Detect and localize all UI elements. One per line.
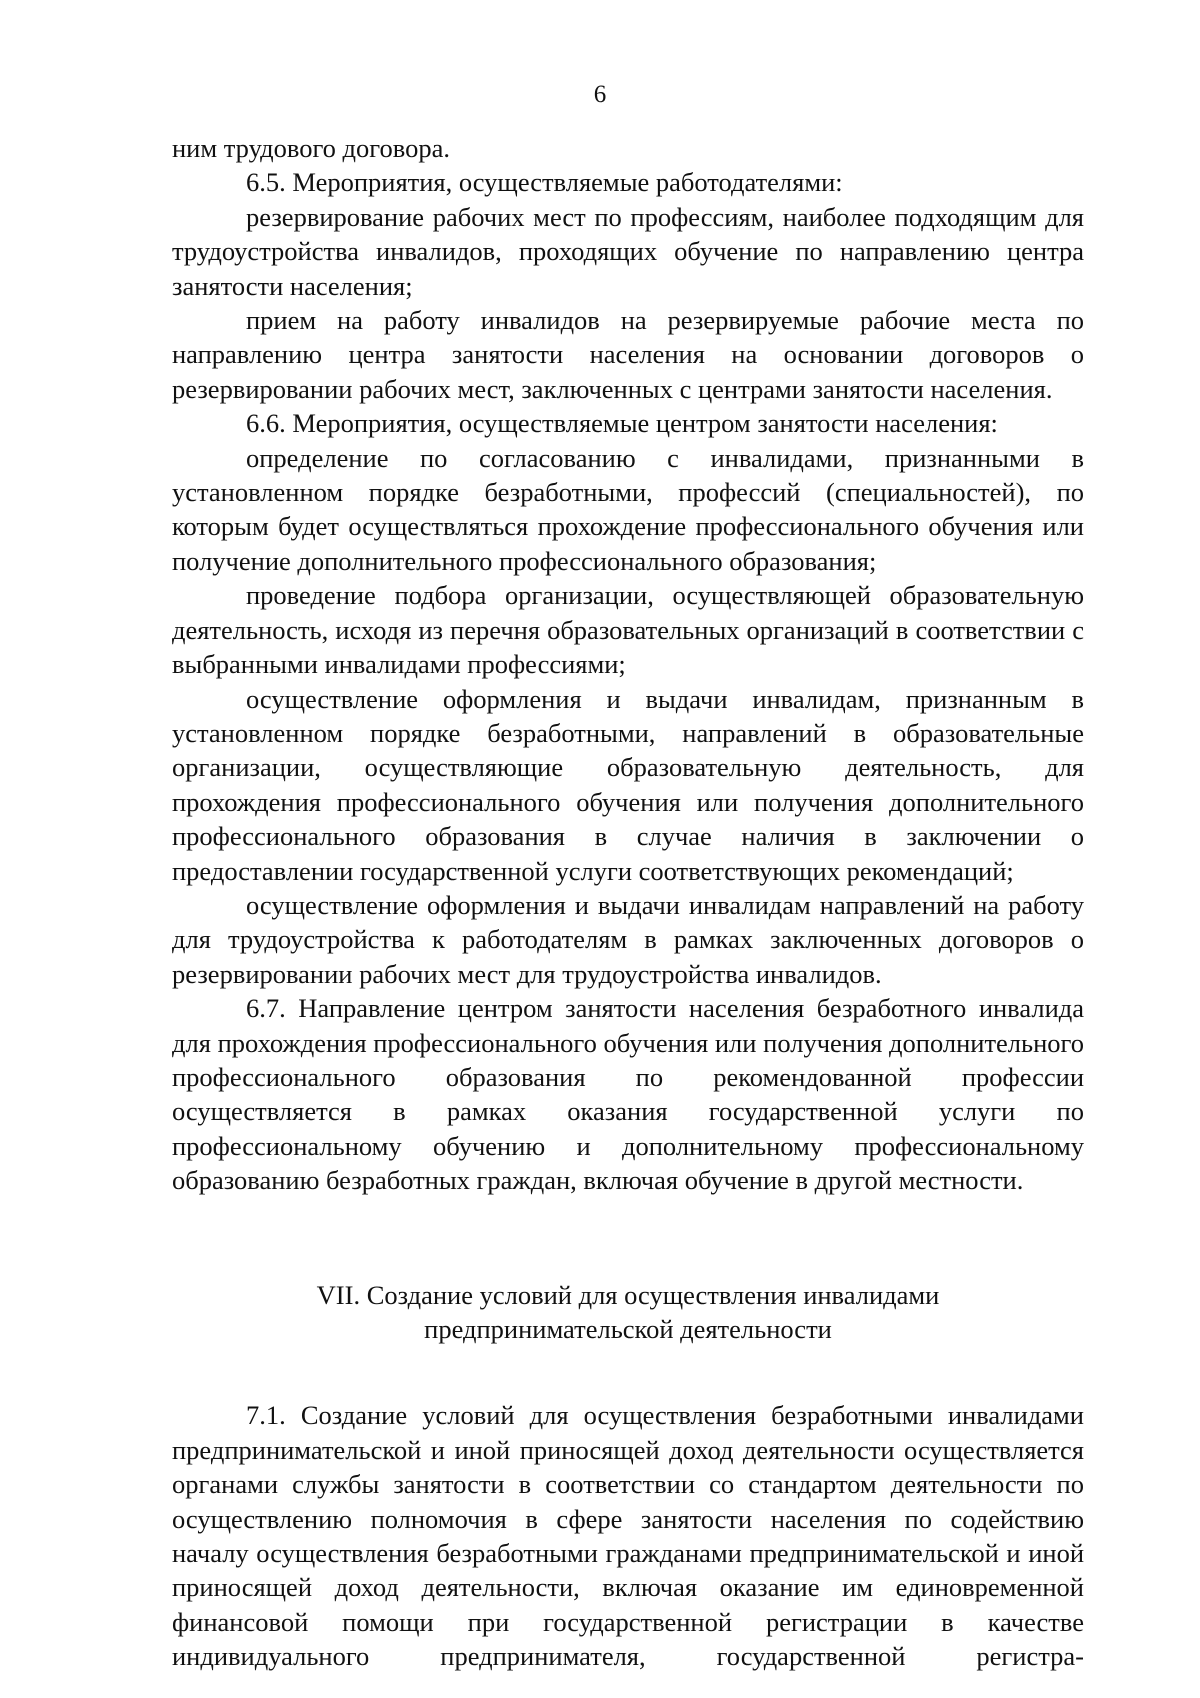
paragraphs-top [172, 131, 1084, 1198]
paragraph: 7.1. Создание условий для осуществления безработными инвалидами предпринимательской и иной приносящей доход деятельности осуществляется органами службы занятости в соответствии со стандартом деятельности по осуществлению полномочия в сфере занятости населения по содействию началу осуществления безработными гражданами предпринимательской и иной приносящей доход деятельности, включая оказание им единовременной финансовой помощи при государственной регистрации в качестве индивидуального предпринимателя, государственной регистра- [172, 1400, 1084, 1672]
section-heading-line-2: предпринимательской деятельности [424, 1314, 832, 1344]
document-body [172, 131, 1084, 1674]
paragraph: 6.5. Мероприятия, осуществляемые работодателями: [246, 167, 843, 198]
paragraph: 6.6. Мероприятия, осуществляемые центром занятости населения: [246, 408, 998, 439]
page-number: 6 [593, 81, 607, 108]
section-heading [172, 1278, 1084, 1347]
paragraph: прием на работу инвалидов на резервируемые рабочие места по направлению центра занятости населения на основании договоров о резервировании рабочих мест, заключенных с центрами занятости населения. [172, 305, 1084, 404]
paragraph: осуществление оформления и выдачи инвалидам, признанным в установленном порядке безработными, направлений в образовательные организации, осуществляющие образовательную деятельность, для прохождения профессионального обучения или получения дополнительного профессионального образования в случае наличия в заключении о предоставлении государственной услуги соответствующих рекомендаций; [172, 683, 1084, 886]
paragraph: резервирование рабочих мест по профессиям, наиболее подходящим для трудоустройства инвалидов, проходящих обучение по направлению центра занятости населения; [172, 201, 1084, 301]
paragraph: определение по согласованию с инвалидами, признанными в установленном порядке безработными, профессий (специальностей), по которым будет осуществляться прохождение профессионального обучения или получение дополнительного профессионального образования; [172, 442, 1084, 576]
paragraph: осуществление оформления и выдачи инвалидам направлений на работу для трудоустройства к работодателям в рамках заключенных договоров о резервировании рабочих мест для трудоустройства инвалидов. [172, 889, 1084, 989]
paragraph: ним трудового договора. [172, 133, 450, 163]
section-heading-line-1: VII. Создание условий для осуществления инвалидами [316, 1279, 940, 1310]
paragraph: проведение подбора организации, осуществляющей образовательную деятельность, исходя из перечня образовательных организаций в соответствии с выбранными инвалидами профессиями; [172, 580, 1084, 680]
paragraphs-bottom [172, 1398, 1084, 1673]
paragraph: 6.7. Направление центром занятости населения безработного инвалида для прохождения профессионального обучения или получения дополнительного профессионального образования по рекомендованной профессии осуществляется в рамках оказания государственной услуги по профессиональному обучению и дополнительному профессиональному образованию безработных граждан, включая обучение в другой местности. [172, 993, 1084, 1196]
